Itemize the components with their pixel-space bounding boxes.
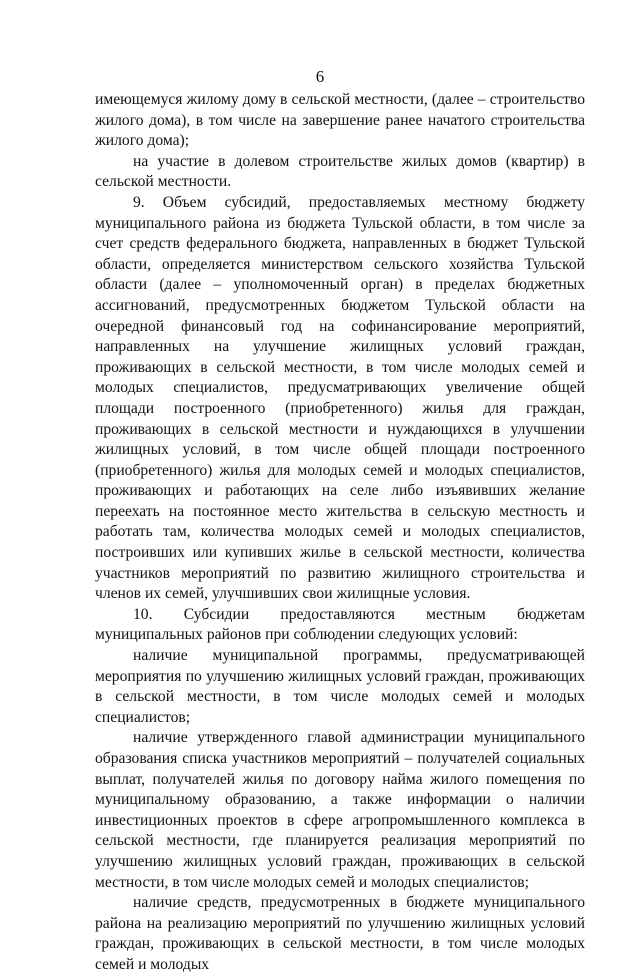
- paragraph-clause-10: 10. Субсидии предоставляются местным бюджетам муниципальных районов при соблюдении следующих условий:: [95, 605, 585, 644]
- paragraph-condition-funds: наличие средств, предусмотренных в бюджете муниципального района на реализацию мероприятий по улучшению жилищных условий граждан, проживающих в сельской местности, в том числе молодых семей и молодых: [95, 894, 585, 973]
- paragraph-continuation: имеющемуся жилому дому в сельской местности, (далее – строительство жилого дома), в том числе на завершение ранее начатого строительства жилого дома);: [95, 91, 585, 150]
- paragraph-condition-program: наличие муниципальной программы, предусматривающей мероприятия по улучшению жилищных условий граждан, проживающих в сельской местности, в том числе молодых семей и молодых специалистов;: [95, 647, 585, 726]
- page-number: 6: [315, 67, 325, 86]
- paragraph-condition-list: наличие утвержденного главой администрации муниципального образования списка участников мероприятий – получателей социальных выплат, получателей жилья по договору найма жилого помещения по муниципальному образованию, а также информации о наличии инвестиционных проектов в сфере агропромышленного комплекса в сельской местности, где планируется реализация мероприятий по улучшению жилищных условий граждан, проживающих в сельской местности, в том числе молодых семей и молодых специалистов;: [95, 729, 585, 891]
- paragraph-clause-9: 9. Объем субсидий, предоставляемых местному бюджету муниципального района из бюджета Тульской области, в том числе за счет средств федерального бюджета, направленных в бюджет Тульской области, определяется министерством сельского хозяйства Тульской области (далее – уполномоченный орган) в пределах бюджетных ассигнований, предусмотренных бюджетом Тульской области на очередной финансовый год на софинансирование мероприятий, направленных на улучшение жилищных условий граждан, проживающих в сельской местности, в том числе молодых семей и молодых специалистов, предусматривающих увеличение общей площади построенного (приобретенного) жилья для граждан, проживающих в сельской местности и нуждающихся в улучшении жилищных условий, в том числе общей площади построенного (приобретенного) жилья для молодых семей и молодых специалистов, проживающих и работающих на селе либо изъявивших желание переехать на постоянное место жительства в сельскую местность и работать там, количества молодых семей и молодых специалистов, построивших или купивших жилье в сельской местности, количества участников мероприятий по развитию жилищного строительства и членов их семей, улучшивших свои жилищные условия.: [95, 193, 585, 603]
- document-body: [95, 90, 585, 976]
- paragraph-shared-construction: на участие в долевом строительстве жилых домов (квартир) в сельской местности.: [95, 152, 585, 191]
